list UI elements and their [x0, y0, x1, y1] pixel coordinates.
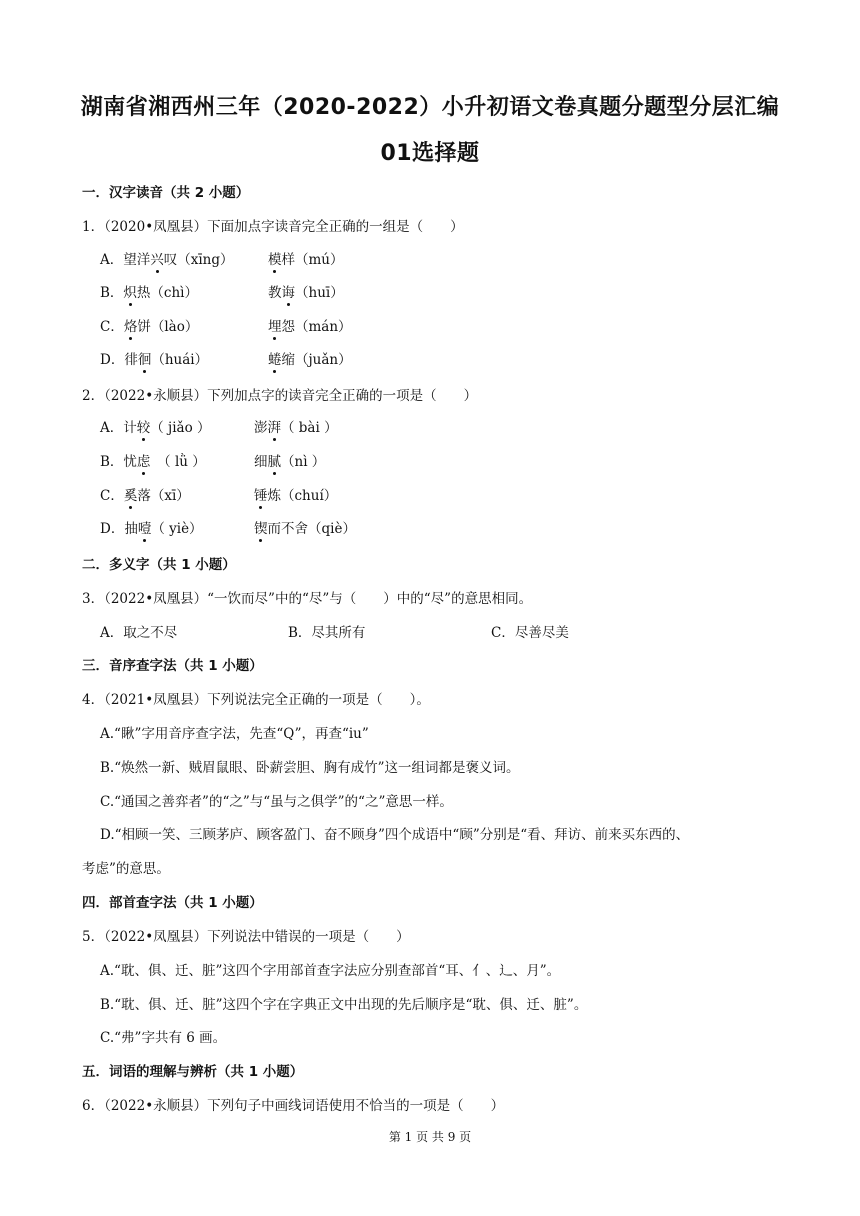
dotted-char: 锤 [254, 488, 268, 504]
document-title: 湖南省湘西州三年（2020-2022）小升初语文卷真题分题型分层汇编 [80, 95, 780, 120]
question-stem: 5．（2022•凤凰县）下列说法中错误的一项是（ ） [82, 929, 410, 945]
dotted-char: 较 [136, 420, 151, 436]
option-text: 澎 [254, 420, 268, 436]
dotted-char: 模 [268, 252, 282, 268]
option-text: （ lǜ ） [150, 454, 206, 470]
section-heading: 二．多义字（共 1 小题） [82, 557, 236, 573]
option-c: C.“弗”字共有 6 画。 [100, 1030, 227, 1046]
dotted-char: 腻 [267, 454, 281, 470]
option-d-second [268, 348, 352, 368]
dotted-char: 埋 [268, 319, 282, 335]
option-a [100, 248, 344, 268]
dotted-char: 锲 [254, 521, 268, 537]
dotted-char: 炽 [123, 285, 137, 301]
option-text: A．计 [100, 420, 137, 436]
option-d-continued: 考虑”的意思。 [82, 861, 170, 877]
option-text: （nì ） [281, 454, 326, 470]
option-text: 饼（lào） [137, 319, 199, 335]
option-text: D．抽 [100, 521, 138, 537]
option-text: D．徘 [100, 352, 138, 368]
dotted-char: 诲 [281, 285, 295, 301]
option-b-second [268, 281, 344, 301]
option-text: 炼（chuí） [267, 488, 338, 504]
page-footer: 第 1 页 共 9 页 [388, 1130, 472, 1144]
option-a: A.“瞅”字用音序查字法，先查“Q”，再查“iu” [100, 726, 369, 742]
dotted-char: 兴 [150, 252, 164, 268]
option-a-second [268, 248, 344, 268]
dotted-char: 烙 [123, 319, 138, 335]
option-text: C． [100, 488, 124, 504]
option-c-second [268, 315, 352, 335]
option-d: D.“相顾一笑、三顾茅庐、顾客盈门、奋不顾身”四个成语中“顾”分别是“看、拜访、前来买东西的、 [100, 827, 690, 843]
option-b [100, 450, 326, 470]
option-text: 热（chì） [136, 285, 198, 301]
option-text: 落（xī） [137, 488, 190, 504]
option-a-second [254, 416, 338, 436]
option-d [100, 517, 356, 537]
option-b-second [254, 450, 325, 470]
option-c-second [254, 484, 337, 504]
option-b: B．尽其所有 [288, 625, 366, 641]
option-a: A．取之不尽 [100, 625, 178, 641]
option-text: 样（mú） [281, 252, 344, 268]
option-c: C.“通国之善弈者”的“之”与“虽与之俱学”的“之”意思一样。 [100, 794, 453, 810]
option-text: （ yiè） [151, 521, 203, 537]
document-subtitle: 01选择题 [380, 141, 480, 166]
option-text: （ bài ） [281, 420, 338, 436]
option-d-second [254, 517, 356, 537]
option-a [100, 416, 338, 436]
option-text: （ jiǎo ） [150, 420, 211, 436]
dotted-char: 噎 [137, 521, 152, 537]
question-stem: 1．（2020•凤凰县）下面加点字读音完全正确的一组是（ ） [82, 219, 464, 235]
option-text: C． [100, 319, 124, 335]
dotted-char: 奚 [123, 488, 138, 504]
option-b: B.“耽、俱、迁、脏”这四个字在字典正文中出现的先后顺序是“耽、俱、迁、脏”。 [100, 997, 588, 1013]
option-text: 教 [268, 285, 282, 301]
question-stem: 4．（2021•凤凰县）下列说法完全正确的一项是（ ）。 [82, 692, 430, 708]
option-d [100, 348, 352, 368]
option-text: 而不舍（qiè） [267, 521, 356, 537]
section-heading: 五．词语的理解与辨析（共 1 小题） [82, 1064, 304, 1080]
section-heading: 四．部首查字法（共 1 小题） [82, 895, 263, 911]
option-text: B．忧 [100, 454, 137, 470]
question-stem: 2．（2022•永顺县）下列加点字的读音完全正确的一项是（ ） [82, 388, 478, 404]
option-text: 叹（xīng） [163, 252, 234, 268]
option-b [100, 281, 344, 301]
option-text: 细 [254, 454, 268, 470]
dotted-char: 湃 [267, 420, 281, 436]
option-text: A．望洋 [100, 252, 151, 268]
question-stem: 3．（2022•凤凰县）“一饮而尽”中的“尽”与（ ）中的“尽”的意思相同。 [82, 591, 533, 607]
section-heading: 一．汉字读音（共 2 小题） [82, 185, 250, 201]
option-text: （huī） [295, 285, 344, 301]
question-stem: 6．（2022•永顺县）下列句子中画线词语使用不恰当的一项是（ ） [82, 1098, 505, 1114]
option-text: B． [100, 285, 124, 301]
option-text: 缩（juǎn） [281, 352, 352, 368]
option-c: C．尽善尽美 [491, 625, 569, 641]
section-heading: 三．音序查字法（共 1 小题） [82, 658, 263, 674]
option-a: A.“耽、俱、迁、脏”这四个字用部首查字法应分别查部首“耳、亻、辶、月”。 [100, 963, 561, 979]
option-text: （huái） [151, 352, 209, 368]
option-b: B.“焕然一新、贼眉鼠眼、卧薪尝胆、胸有成竹”这一组词都是褒义词。 [100, 760, 520, 776]
option-c [100, 315, 352, 335]
dotted-char: 虑 [136, 454, 151, 470]
dotted-char: 蜷 [268, 352, 282, 368]
dotted-char: 徊 [137, 352, 152, 368]
option-c [100, 484, 338, 504]
option-text: 怨（mán） [281, 319, 352, 335]
